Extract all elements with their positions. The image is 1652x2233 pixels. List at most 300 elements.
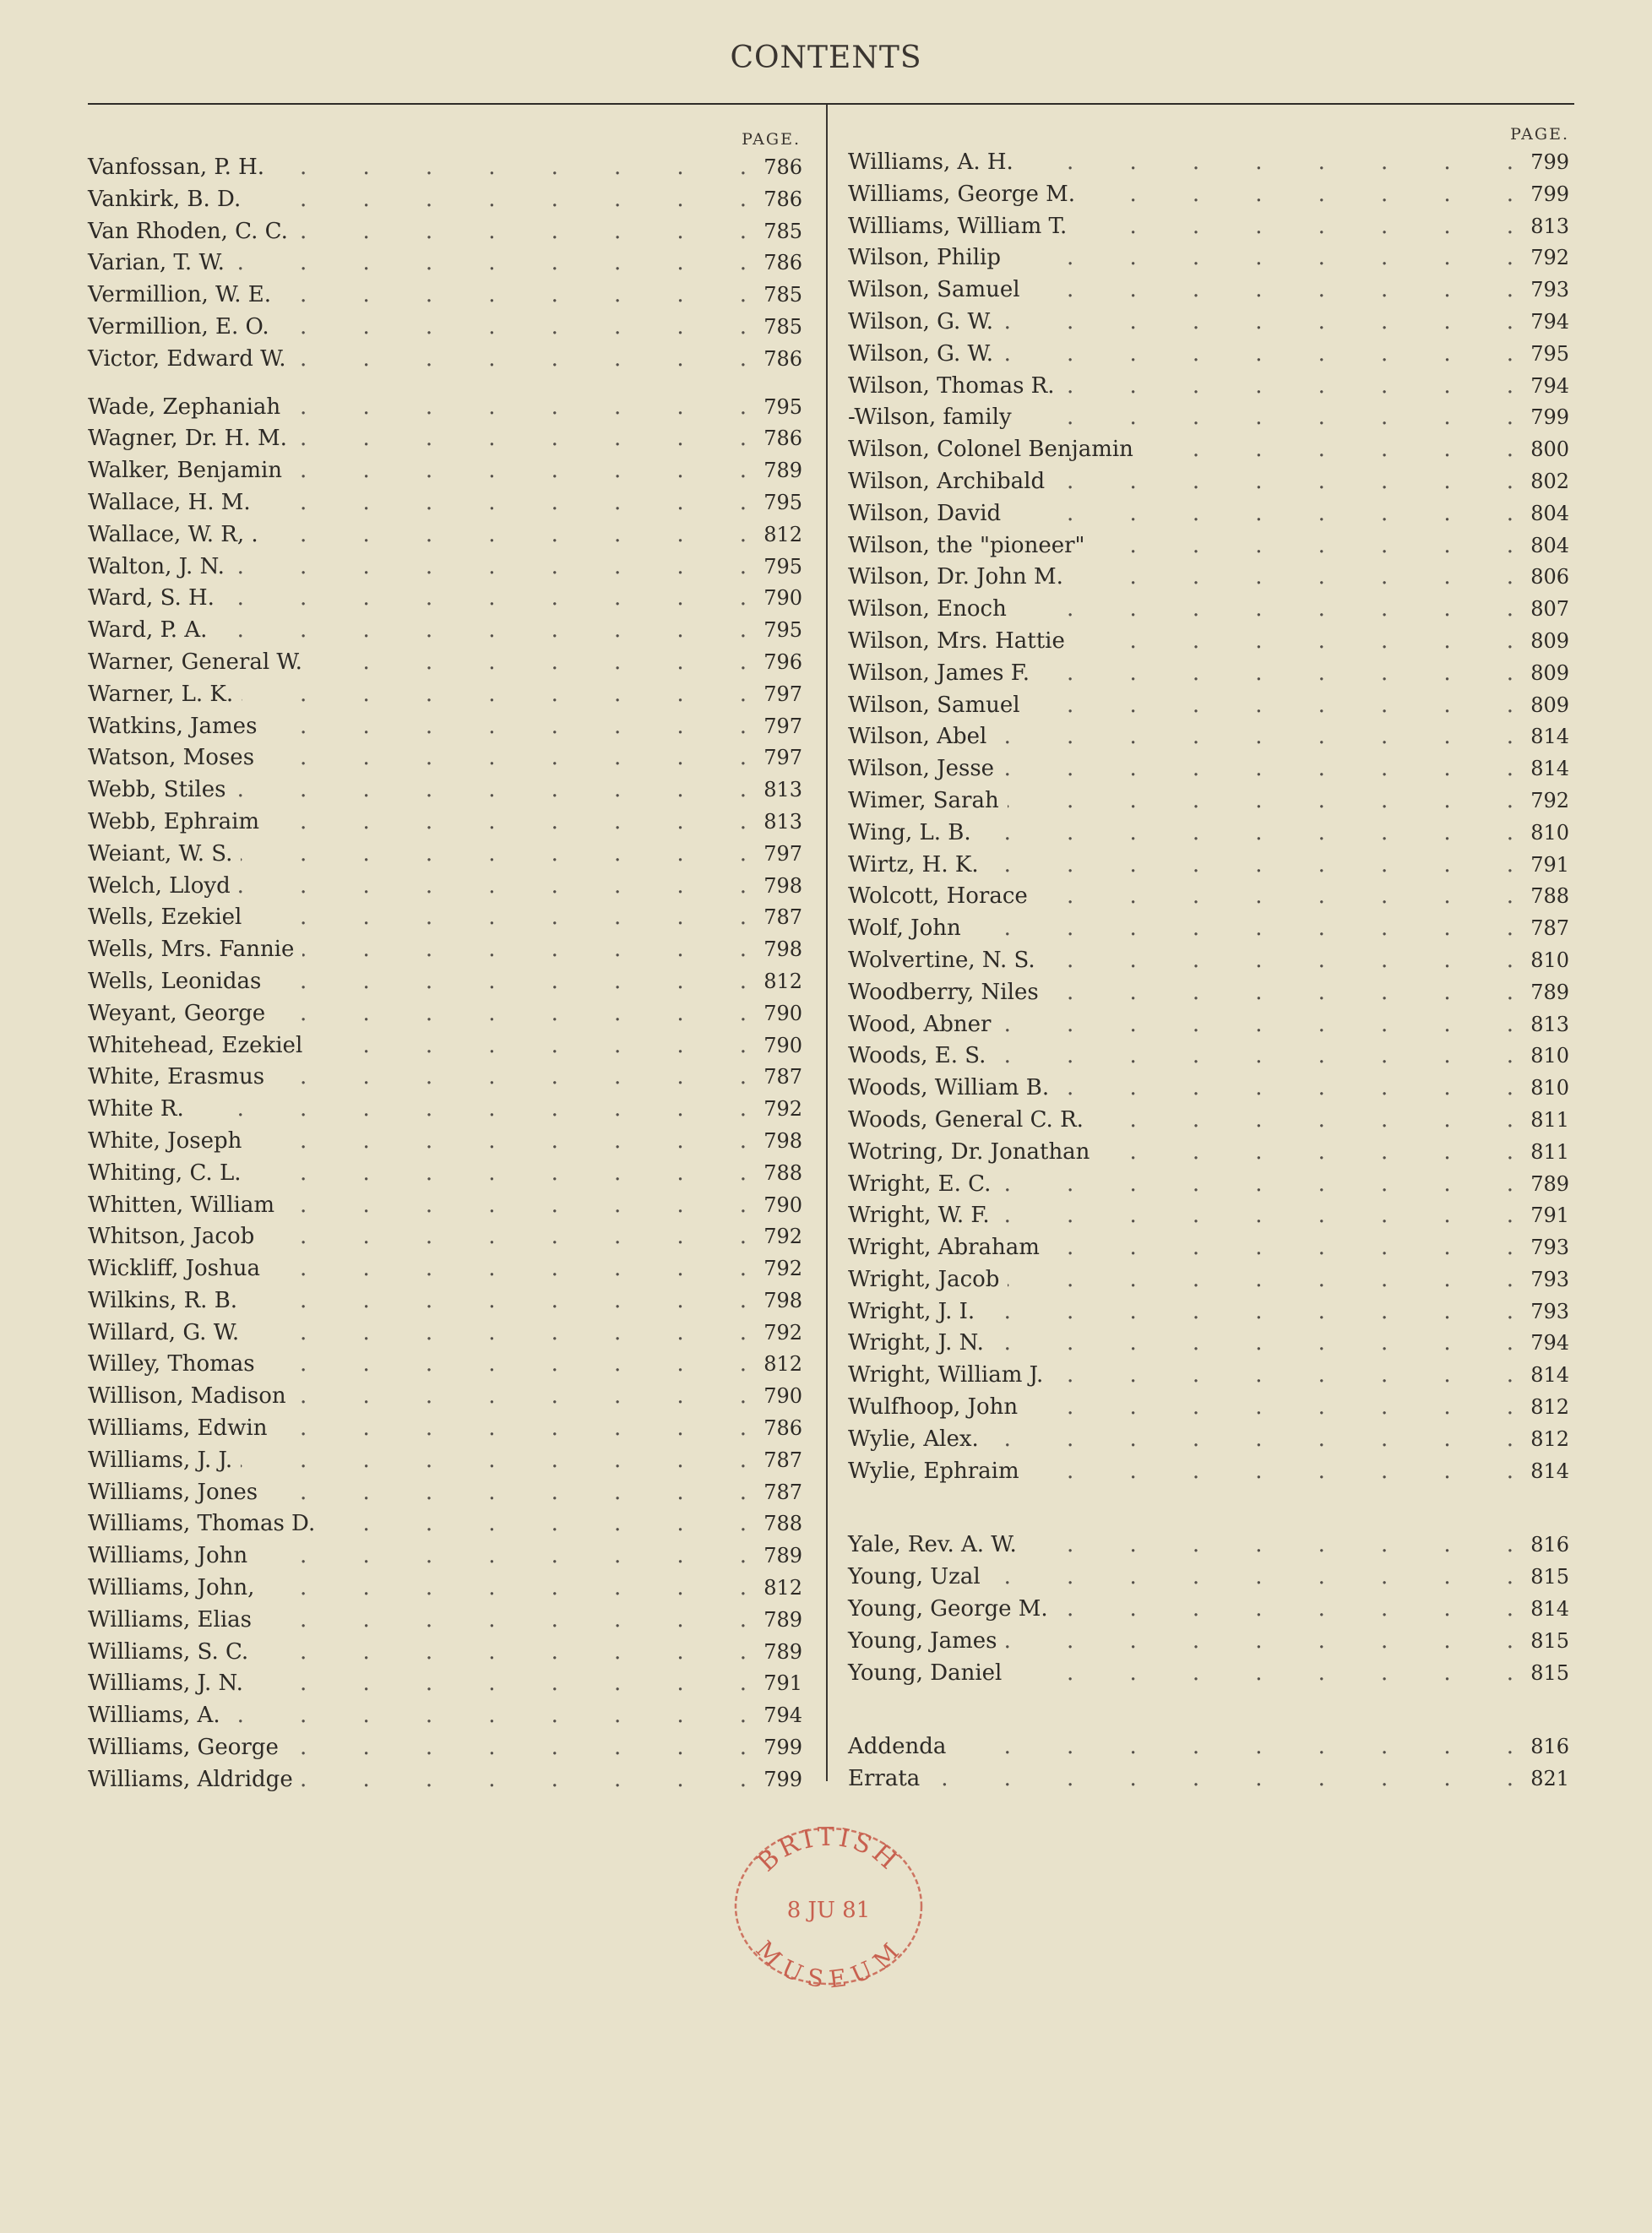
entry-name: Young, James (848, 1627, 997, 1654)
toc-entry (848, 721, 1569, 753)
toc-entry (88, 1445, 802, 1477)
dot-leader (249, 184, 747, 216)
toc-entry (88, 312, 802, 344)
entry-page-number: 812 (764, 969, 802, 993)
entry-name: Weyant, George (88, 1000, 266, 1026)
entry-page-number: 810 (1530, 948, 1569, 972)
entry-page-number: 821 (1530, 1767, 1569, 1791)
page-column-label: PAGE. (1510, 125, 1569, 144)
entry-page-number: 812 (764, 522, 802, 546)
toc-entry (848, 371, 1569, 403)
entry-name: Williams, George M. (848, 181, 1075, 207)
entry-page-number: 813 (764, 778, 802, 802)
entry-page-number: 787 (764, 1480, 802, 1504)
entry-page-number: 786 (764, 1416, 802, 1441)
entry-name: Webb, Stiles (88, 777, 226, 803)
toc-entry (88, 216, 802, 248)
dot-leader (1036, 881, 1513, 913)
toc-entry (88, 1030, 802, 1062)
entry-name: Wright, William J. (848, 1362, 1044, 1388)
entry-name: Errata (848, 1766, 921, 1792)
dot-leader (223, 583, 747, 615)
group-spacer (848, 1487, 1569, 1529)
toc-entry (88, 966, 802, 998)
dot-leader (250, 1126, 747, 1158)
entry-name: Williams, Thomas D. (88, 1511, 316, 1537)
entry-page-number: 790 (764, 1193, 802, 1217)
toc-entry (848, 626, 1569, 658)
dot-leader (247, 1318, 747, 1350)
dot-leader (242, 679, 747, 711)
toc-entry (88, 1062, 802, 1094)
entry-page-number: 787 (764, 1448, 802, 1472)
entry-page-number: 789 (764, 1607, 802, 1632)
entry-page-number: 786 (764, 426, 802, 451)
toc-entry (88, 152, 802, 184)
toc-entry (88, 711, 802, 743)
entry-name: Wright, J. I. (848, 1298, 975, 1324)
dot-leader (295, 344, 747, 376)
entry-page-number: 794 (1530, 309, 1569, 334)
dot-leader (1008, 785, 1513, 818)
dot-leader (1094, 530, 1514, 562)
entry-page-number: 806 (1530, 565, 1569, 589)
entry-name: Williams, Edwin (88, 1415, 268, 1442)
entry-page-number: 792 (1530, 788, 1569, 812)
entry-page-number: 789 (764, 1544, 802, 1568)
entry-name: Whitson, Jacob (88, 1224, 255, 1250)
entry-page-number: 798 (764, 937, 802, 962)
entry-name: Young, Daniel (848, 1660, 1003, 1686)
toc-entry (88, 392, 802, 424)
dot-leader (257, 1637, 747, 1669)
entry-name: -Wilson, family (848, 405, 1012, 431)
toc-entry (848, 1626, 1569, 1658)
toc-entry (848, 1392, 1569, 1424)
entry-name: Vankirk, B. D. (88, 186, 242, 212)
toc-entry (88, 1540, 802, 1573)
entry-name: Williams, A. H. (848, 149, 1013, 175)
entry-page-number: 798 (764, 1288, 802, 1312)
entry-name: Woods, General C. R. (848, 1106, 1084, 1133)
dot-leader (266, 1477, 747, 1509)
toc-entry (88, 1190, 802, 1222)
toc-entry (848, 1009, 1569, 1041)
dot-leader (1009, 242, 1513, 274)
group-spacer (848, 1689, 1569, 1731)
entry-name: Wallace, W. R, . (88, 521, 258, 547)
toc-entry (88, 647, 802, 679)
entry-page-number: 791 (1530, 852, 1569, 877)
toc-entry (88, 1637, 802, 1669)
dot-leader (274, 998, 747, 1030)
entry-name: Woodberry, Niles (848, 979, 1039, 1005)
toc-entry (88, 280, 802, 312)
entry-page-number: 792 (764, 1225, 802, 1249)
dot-leader (264, 1349, 747, 1381)
entry-name: Williams, J. J. (88, 1447, 233, 1473)
entry-page-number: 812 (764, 1576, 802, 1600)
toc-entry (848, 530, 1569, 562)
dot-leader (250, 1158, 747, 1190)
dot-leader (992, 1328, 1513, 1360)
entry-page-number: 810 (1530, 1044, 1569, 1068)
entry-name: Wells, Ezekiel (88, 905, 242, 931)
entry-name: Wolf, John (848, 915, 961, 942)
entry-page-number: 786 (764, 187, 802, 211)
toc-entry (848, 274, 1569, 307)
toc-entry (848, 1731, 1569, 1763)
entry-name: Wright, Abraham (848, 1235, 1040, 1261)
entry-name: Willard, G. W. (88, 1319, 240, 1345)
dot-leader (283, 1190, 747, 1222)
dot-leader (1072, 562, 1513, 594)
toc-entry (848, 307, 1569, 339)
dot-leader (987, 850, 1513, 882)
entry-name: Yale, Rev. A. W. (848, 1532, 1017, 1558)
dot-leader (1142, 434, 1513, 466)
dot-leader (233, 551, 747, 584)
dot-leader (989, 1562, 1513, 1594)
entry-name: Welch, Lloyd (88, 872, 231, 899)
stamp-date: 8 JU 81 (786, 1898, 871, 1923)
toc-entry (88, 1605, 802, 1637)
toc-entry (88, 1126, 802, 1158)
entry-name: Wilson, Colonel Benjamin (848, 437, 1133, 463)
toc-entry (848, 1040, 1569, 1073)
entry-name: Wing, L. B. (848, 819, 971, 845)
entry-name: Williams, William T. (848, 213, 1068, 239)
toc-entry (848, 850, 1569, 882)
entry-page-number: 787 (1530, 916, 1569, 941)
dot-leader (296, 423, 747, 455)
dot-leader (995, 721, 1513, 753)
entry-name: Wilson, G. W. (848, 340, 993, 367)
stamp-top-text: BRITISH (752, 1822, 905, 1878)
entry-name: Wilson, the "pioneer" (848, 532, 1085, 558)
entry-name: Wilson, Thomas R. (848, 372, 1055, 399)
toc-entry (88, 807, 802, 839)
stamp-bottom-text: MUSEUM (750, 1935, 907, 1994)
entry-name: Vermillion, E. O. (88, 313, 269, 340)
dot-leader (278, 312, 747, 344)
entry-page-number: 790 (764, 586, 802, 611)
toc-entry (848, 945, 1569, 977)
toc-entry (88, 871, 802, 903)
entry-name: Wright, W. F. (848, 1203, 990, 1229)
entry-name: Van Rhoden, C. C. (88, 218, 288, 244)
entry-name: Vanfossan, P. H. (88, 155, 265, 180)
toc-entry (848, 785, 1569, 818)
dot-leader (1075, 211, 1513, 243)
dot-leader (239, 871, 747, 903)
toc-entry (88, 742, 802, 774)
toc-entry (88, 1158, 802, 1190)
dot-leader (1009, 498, 1513, 530)
entry-page-number: 816 (1530, 1533, 1569, 1557)
entry-page-number: 797 (764, 841, 802, 866)
entry-page-number: 787 (764, 905, 802, 930)
toc-entry (848, 977, 1569, 1009)
toc-entry (848, 594, 1569, 626)
entry-name: Whiting, C. L. (88, 1160, 242, 1186)
entry-name: Wylie, Alex. (848, 1426, 979, 1452)
entry-name: Warner, General W. (88, 649, 302, 675)
entry-name: Varian, T. W. (88, 250, 225, 276)
toc-entry (848, 498, 1569, 530)
dot-leader (1029, 690, 1513, 722)
entry-page-number: 809 (1530, 693, 1569, 717)
dot-leader (291, 455, 747, 487)
entry-name: Victor, Edward W. (88, 345, 286, 372)
entry-name: Wulfhoop, John (848, 1394, 1019, 1421)
dot-leader (268, 807, 747, 839)
entry-name: Wilson, Enoch (848, 596, 1007, 622)
dot-leader (1057, 1594, 1513, 1626)
dot-leader (1084, 179, 1513, 211)
entry-page-number: 792 (764, 1320, 802, 1345)
toc-entry (88, 998, 802, 1030)
toc-entry (88, 1349, 802, 1381)
toc-entry (88, 1700, 802, 1732)
entry-page-number: 799 (764, 1736, 802, 1760)
toc-entry (88, 902, 802, 934)
entry-page-number: 812 (1530, 1426, 1569, 1451)
entry-page-number: 797 (764, 682, 802, 706)
entry-page-number: 813 (1530, 1012, 1569, 1036)
dot-leader (1098, 1137, 1513, 1169)
entry-name: Wickliff, Joshua (88, 1256, 261, 1282)
toc-entry (88, 615, 802, 647)
toc-entry (848, 147, 1569, 179)
entry-page-number: 816 (1530, 1735, 1569, 1759)
header-rule (88, 103, 1574, 105)
dot-leader (295, 1381, 747, 1413)
entry-name: Williams, Elias (88, 1606, 253, 1633)
dot-leader (1010, 1658, 1513, 1690)
entry-page-number: 807 (1530, 597, 1569, 622)
entry-page-number: 785 (764, 314, 802, 339)
entry-name: White R. (88, 1096, 184, 1122)
toc-entry (88, 1508, 802, 1540)
dot-leader (273, 152, 747, 184)
toc-entry (88, 1221, 802, 1253)
toc-entry (88, 583, 802, 615)
dot-leader (1092, 1105, 1513, 1137)
dot-leader (970, 913, 1513, 945)
dot-leader (250, 902, 747, 934)
entry-page-number: 804 (1530, 501, 1569, 525)
entry-name: Whitten, William (88, 1192, 275, 1218)
entry-name: Wright, Jacob (848, 1266, 1000, 1292)
dot-leader (1047, 977, 1513, 1009)
entry-name: Young, George M. (848, 1596, 1048, 1622)
toc-entry (88, 1094, 802, 1126)
dot-leader (1006, 1626, 1513, 1658)
entry-name: Wilson, Philip (848, 245, 1001, 271)
dot-leader (269, 966, 747, 998)
toc-entry (88, 1253, 802, 1285)
entry-name: Williams, A. (88, 1703, 220, 1729)
toc-entry (88, 184, 802, 216)
toc-entry (848, 1529, 1569, 1562)
dot-leader (246, 1285, 747, 1318)
entry-page-number: 795 (764, 490, 802, 514)
toc-entry (848, 179, 1569, 211)
toc-entry (848, 339, 1569, 371)
entry-page-number: 799 (1530, 182, 1569, 206)
toc-entry (848, 1658, 1569, 1690)
entry-name: Wilson, Samuel (848, 692, 1020, 718)
entry-page-number: 814 (1530, 1597, 1569, 1622)
entry-page-number: 787 (764, 1065, 802, 1089)
toc-entry (848, 1200, 1569, 1232)
entry-name: Young, Uzal (848, 1564, 981, 1590)
entry-name: Wagner, Dr. H. M. (88, 426, 287, 452)
entry-page-number: 785 (764, 283, 802, 307)
dot-leader (241, 1445, 747, 1477)
entry-page-number: 811 (1530, 1139, 1569, 1164)
entry-name: Williams, S. C. (88, 1638, 249, 1665)
toc-entry (848, 1594, 1569, 1626)
entry-page-number: 792 (764, 1257, 802, 1281)
dot-leader (999, 1169, 1513, 1201)
entry-name: Wright, J. N. (848, 1330, 984, 1356)
column-divider (826, 105, 828, 1781)
entry-page-number: 798 (764, 873, 802, 898)
entry-name: Williams, J. N. (88, 1671, 243, 1697)
entry-page-number: 810 (1530, 820, 1569, 845)
entry-name: Wilson, David (848, 500, 1002, 526)
dot-leader (998, 1200, 1513, 1232)
dot-leader (296, 216, 747, 248)
dot-leader (263, 1573, 747, 1605)
dot-leader (1038, 658, 1513, 690)
toc-entry (848, 1264, 1569, 1296)
entry-page-number: 798 (764, 1128, 802, 1153)
dot-leader (267, 519, 747, 551)
entry-page-number: 794 (764, 1703, 802, 1728)
entry-name: Wimer, Sarah (848, 787, 999, 813)
entry-page-number: 792 (1530, 246, 1569, 270)
dot-leader (1003, 753, 1513, 785)
entry-name: Walton, J. N. (88, 553, 225, 579)
entry-page-number: 797 (764, 714, 802, 738)
entry-page-number: 786 (764, 155, 802, 179)
entry-page-number: 788 (1530, 884, 1569, 909)
dot-leader (1073, 626, 1513, 658)
toc-entry (848, 753, 1569, 785)
dot-leader (1020, 402, 1513, 434)
dot-leader (252, 1668, 747, 1700)
toc-entry (88, 519, 802, 551)
entry-page-number: 814 (1530, 1363, 1569, 1388)
dot-leader (311, 1030, 747, 1062)
toc-entry (88, 344, 802, 376)
toc-entry (88, 934, 802, 966)
entry-page-number: 794 (1530, 373, 1569, 398)
toc-entry (848, 211, 1569, 243)
toc-entry (848, 242, 1569, 274)
entry-name: Woods, E. S. (848, 1043, 986, 1069)
entry-name: Williams, George (88, 1735, 279, 1761)
dot-leader (1057, 1073, 1513, 1105)
entry-page-number: 786 (764, 251, 802, 275)
toc-entry (848, 1763, 1569, 1796)
entry-page-number: 799 (764, 1767, 802, 1791)
page-title: CONTENTS (730, 41, 922, 75)
dot-leader (999, 1009, 1513, 1041)
page-column-label: PAGE. (742, 130, 801, 149)
dot-leader (280, 280, 747, 312)
toc-entry (88, 487, 802, 519)
dot-leader (302, 934, 747, 966)
toc-entry (848, 690, 1569, 722)
dot-leader (1008, 1264, 1513, 1296)
entry-page-number: 789 (764, 459, 802, 483)
svg-text:BRITISH (752, 1823, 905, 1877)
entry-page-number: 793 (1530, 1267, 1569, 1291)
toc-entry (88, 423, 802, 455)
entry-name: Wilson, James F. (848, 660, 1030, 686)
stamp-seal-icon (723, 1817, 934, 1995)
entry-page-number: 809 (1530, 660, 1569, 685)
dot-leader (1002, 307, 1513, 339)
entry-page-number: 800 (1530, 437, 1569, 462)
entry-page-number: 804 (1530, 533, 1569, 557)
dot-leader (1015, 594, 1513, 626)
entry-page-number: 788 (764, 1160, 802, 1185)
entry-name: Addenda (848, 1734, 947, 1760)
entry-name: Wylie, Ephraim (848, 1458, 1019, 1484)
toc-entry (88, 1477, 802, 1509)
dot-leader (1026, 1392, 1513, 1424)
entry-page-number: 793 (1530, 278, 1569, 302)
toc-entry (88, 1381, 802, 1413)
dot-leader (215, 615, 747, 647)
entry-name: Wilkins, R. B. (88, 1287, 238, 1313)
entry-name: Williams, John, (88, 1575, 255, 1601)
dot-leader (1053, 466, 1513, 498)
entry-page-number: 802 (1530, 469, 1569, 493)
entry-page-number: 814 (1530, 757, 1569, 781)
entry-page-number: 799 (1530, 405, 1569, 430)
entry-name: Wilson, Mrs. Hattie (848, 628, 1065, 654)
dot-leader (289, 392, 747, 424)
entry-name: Watson, Moses (88, 745, 255, 771)
toc-entry (848, 1328, 1569, 1360)
dot-leader (287, 1732, 747, 1764)
toc-entry (88, 1413, 802, 1445)
dot-leader (1052, 1360, 1513, 1392)
entry-name: Watkins, James (88, 713, 258, 739)
entry-page-number: 790 (764, 1033, 802, 1057)
entry-name: Williams, Jones (88, 1479, 258, 1505)
toc-entry (848, 466, 1569, 498)
entry-page-number: 810 (1530, 1076, 1569, 1100)
dot-leader (233, 247, 747, 280)
dot-leader (260, 1605, 747, 1637)
entry-page-number: 795 (764, 554, 802, 579)
entry-name: Wolvertine, N. S. (848, 947, 1035, 973)
entry-name: Willey, Thomas (88, 1351, 255, 1377)
entry-name: Wilson, Archibald (848, 468, 1046, 494)
dot-leader (1044, 945, 1513, 977)
dot-leader (323, 1508, 747, 1540)
entry-name: Wilson, Dr. John M. (848, 564, 1063, 590)
entry-name: Wells, Mrs. Fannie (88, 937, 295, 963)
entry-page-number: 793 (1530, 1299, 1569, 1323)
